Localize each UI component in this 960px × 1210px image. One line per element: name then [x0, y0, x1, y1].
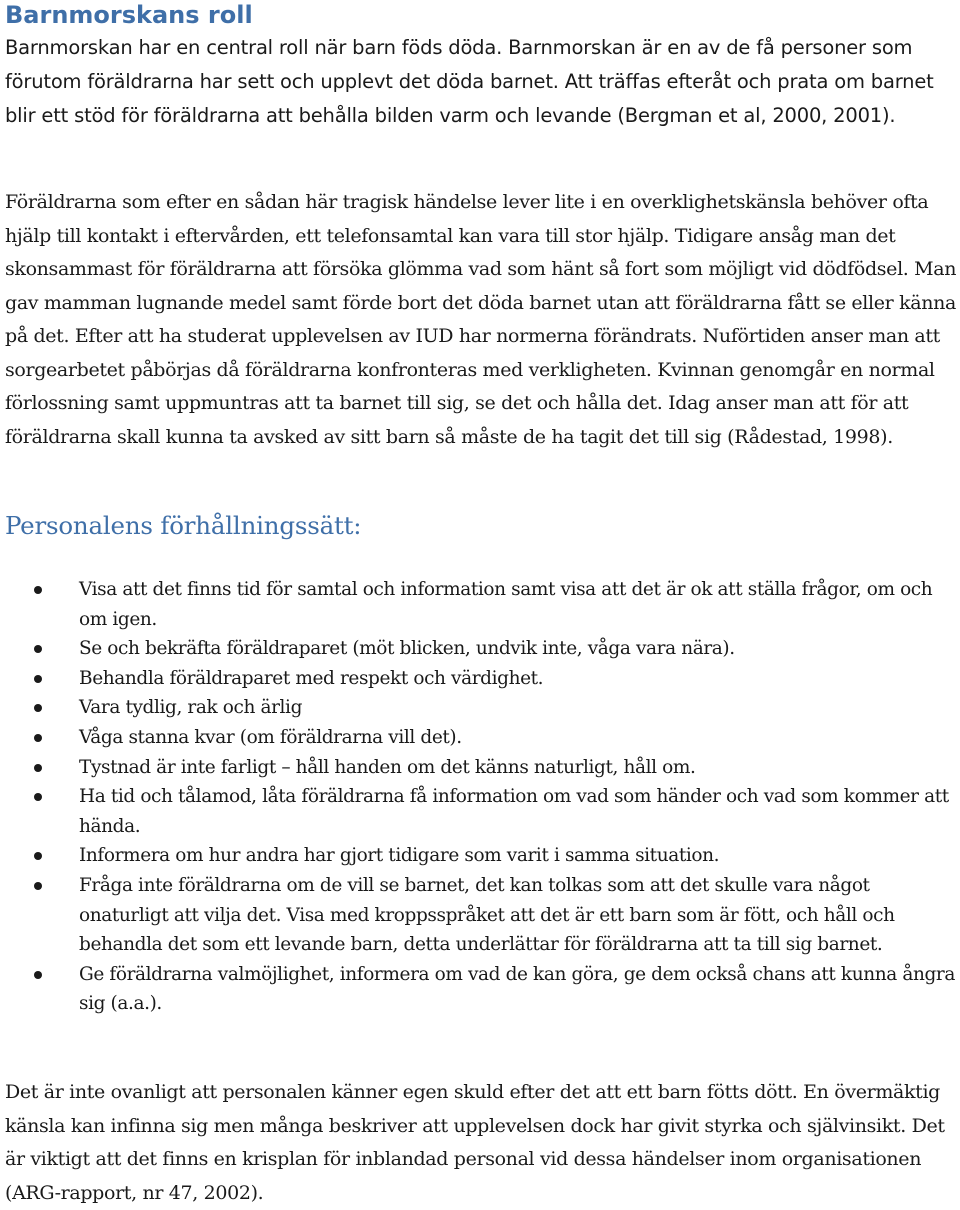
list-item-text: Informera om hur andra har gjort tidigare som varit i samma situation.	[79, 845, 720, 867]
paragraph-barnmorskans-roll: Barnmorskan har en central roll när barn föds döda. Barnmorskan är en av de få personer som förutom föräldrarna har sett och upplevt det döda barnet. Att träffas efteråt och prata om barnet blir ett stöd för föräldrarna att behålla bilden varm och levande (Bergman et al, 2000, 2001).	[5, 36, 934, 127]
paragraph-foraldrarna: Föräldrarna som efter en sådan här tragisk händelse lever lite i en overklighetskänsla behöver ofta hjälp till kontakt i eftervården, ett telefonsamtal kan vara till stor hjälp. Tidigare ansåg man det skonsammast för föräldrarna att försöka glömma vad som hänt så fort som möjligt vid dödfödsel. Man gav mamman lugnande medel samt förde bort det döda barnet utan att föräldrarna fått se eller känna på det. Efter att ha studerat upplevelsen av IUD har normerna förändrats. Nuförtiden anser man att sorgearbetet påbörjas då föräldrarna konfronteras med verkligheten. Kvinnan genomgår en normal förlossning samt uppmuntras att ta barnet till sig, se det och hålla det. Idag anser man att för att föräldrarna skall kunna ta avsked av sitt barn så måste de ha tagit det till sig (Rådestad, 1998).	[5, 191, 957, 448]
list-item	[5, 960, 957, 1019]
paragraph-personal-skuld: Det är inte ovanligt att personalen känner egen skuld efter det att ett barn fötts dött. En övermäktig känsla kan infinna sig men många beskriver att upplevelsen dock har givit styrka och självinsikt. Det är viktigt att det finns en krisplan för inblandad personal vid dessa händelser inom organisationen (ARG-rapport, nr 47, 2002).	[5, 1081, 945, 1204]
list-item	[5, 871, 957, 960]
bullet-icon	[34, 971, 42, 979]
list-item-text: Fråga inte föräldrarna om de vill se barnet, det kan tolkas som att det skulle vara något onaturligt att vilja det. Visa med kroppsspråket att det är ett barn som är fött, och håll och behandla det som ett levande barn, detta underlättar för föräldrarna att ta till sig barnet.	[79, 874, 895, 956]
list-item	[5, 634, 957, 664]
bullet-icon	[34, 675, 42, 683]
bullet-icon	[34, 852, 42, 860]
bullet-icon	[34, 882, 42, 890]
bullet-icon	[34, 764, 42, 772]
list-item-text: Ha tid och tålamod, låta föräldrarna få information om vad som händer och vad som kommer att hända.	[79, 786, 949, 837]
list-item-text: Se och bekräfta föräldraparet (möt blicken, undvik inte, våga vara nära).	[79, 638, 735, 660]
list-item	[5, 575, 957, 634]
section-heading-personalens-forhallningssatt: Personalens förhållningssätt:	[5, 511, 362, 540]
bullet-icon	[34, 793, 42, 801]
list-item-text: Visa att det finns tid för samtal och information samt visa att det är ok att ställa frågor, om och om igen.	[79, 579, 933, 630]
list-item-text: Vara tydlig, rak och ärlig	[79, 697, 303, 719]
list-item-text: Behandla föräldraparet med respekt och värdighet.	[79, 667, 544, 689]
list-item	[5, 664, 957, 694]
list-item-text: Ge föräldrarna valmöjlighet, informera om vad de kan göra, ge dem också chans att kunna ångra sig (a.a.).	[79, 963, 956, 1015]
list-item	[5, 841, 957, 871]
list-item	[5, 753, 957, 783]
bullet-icon	[34, 704, 42, 712]
list-item	[5, 693, 957, 723]
list-item-text: Tystnad är inte farligt – håll handen om det känns naturligt, håll om.	[79, 756, 696, 778]
bullet-icon	[34, 586, 42, 594]
bullet-icon	[34, 734, 42, 742]
list-item	[5, 782, 957, 841]
bullet-icon	[34, 645, 42, 653]
guideline-list	[5, 575, 957, 1019]
list-item	[5, 723, 957, 753]
section-heading-barnmorskans-roll: Barnmorskans roll	[5, 1, 253, 29]
list-item-text: Våga stanna kvar (om föräldrarna vill det).	[79, 726, 462, 748]
